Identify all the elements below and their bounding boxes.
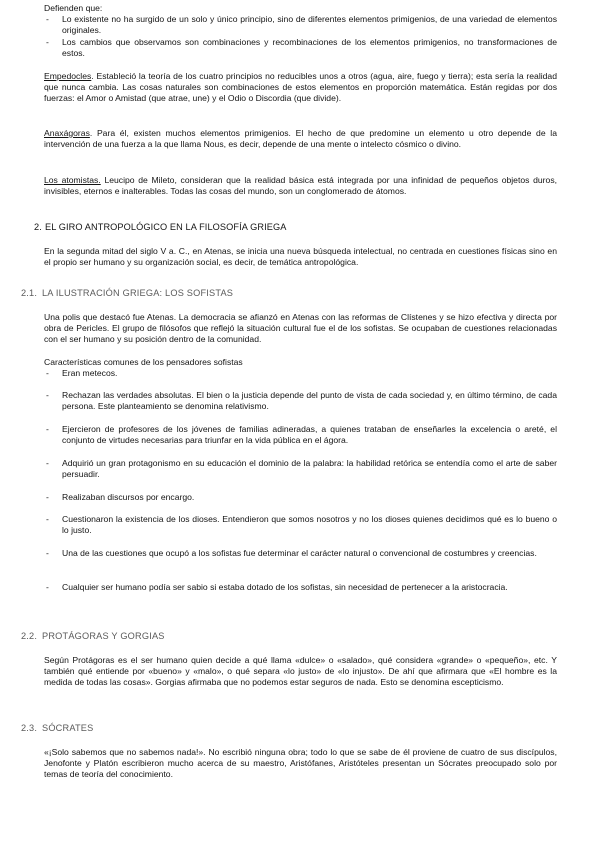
section-number: 2.1. [21, 288, 38, 298]
section-2-1-paragraph: Una polis que destacó fue Atenas. La democracia se afianzó en Atenas con las reformas de Clístenes y se hizo efectiva y directa por obra de Pericles. El grupo de filósofos que reflejó la situación cultural fue el de los sofistas. Se ocupaban de cuestiones relacionadas con el ser humano y su posición dentro de la comunidad. [44, 312, 557, 344]
bullet-dash: - [46, 368, 49, 378]
atomistas-paragraph [44, 175, 557, 197]
list-item [44, 514, 557, 536]
section-number: 2. [34, 222, 42, 232]
bullet-dash: - [46, 424, 49, 434]
section-2-paragraph: En la segunda mitad del siglo V a. C., en Atenas, se inicia una nueva búsqueda intelectual, no centrada en cuestiones físicas sino en el propio ser humano y su organización social, es decir, de temática antropológica. [44, 246, 557, 267]
section-2-3-paragraph: «¡Solo sabemos que no sabemos nada!». No escribió ninguna obra; todo lo que se sabe de él proviene de cuatro de sus discípulos, Jenofonte y Platón escribieron mucho acerca de su maestro, Aristófanes, Aristóteles presentan un Sócrates preocupado solo por temas de teoría del conocimiento. [44, 747, 557, 779]
bullet-dash: - [46, 458, 49, 468]
list-item [44, 37, 557, 59]
bullet-text: Ejercieron de profesores de los jóvenes de familias adineradas, a quienes trataban de enseñarles la excelencia o areté, el conjunto de virtudes necesarias para triunfar en la vida pública en el ágora. [62, 424, 557, 445]
empedocles-paragraph [44, 71, 557, 104]
section-number: 2.3. [21, 723, 38, 733]
bullet-text: Cualquier ser humano podía ser sabio si estaba dotado de los sofistas, sin necesidad de pertenecer a la aristocracia. [62, 582, 508, 592]
bullet-text: Eran metecos. [62, 368, 118, 378]
section-title: EL GIRO ANTROPOLÓGICO EN LA FILOSOFÍA GRIEGA [45, 222, 287, 232]
atomistas-name: Los atomistas. [44, 175, 101, 185]
list-item [44, 582, 557, 593]
list-item [44, 458, 557, 480]
section-2-1-heading [21, 288, 233, 299]
bullet-dash: - [46, 514, 49, 524]
list-item [44, 492, 557, 503]
bullet-text: Realizaban discursos por encargo. [62, 492, 195, 502]
list-item [44, 548, 557, 559]
section-title: PROTÁGORAS Y GORGIAS [42, 631, 165, 641]
sofistas-list-lead: Características comunes de los pensadores sofistas [44, 357, 243, 367]
bullet-text: Una de las cuestiones que ocupó a los sofistas fue determinar el carácter natural o convencional de costumbres y creencias. [62, 548, 537, 558]
bullet-dash: - [46, 14, 49, 24]
section-2-2-heading [21, 631, 165, 642]
anaxagoras-text: . Para él, existen muchos elementos primigenios. El hecho de que predomine un elemento u otro depende de la intervención de una fuerza a la que llama Nous, es decir, depende de una mente o intelecto cósmico o divino. [44, 128, 557, 149]
anaxagoras-name: Anaxágoras [44, 128, 90, 138]
list-item [44, 390, 557, 412]
empedocles-name: Empedocles [44, 71, 92, 81]
section-title: SÓCRATES [42, 723, 94, 733]
bullet-text: Cuestionaron la existencia de los dioses. Entendieron que somos nosotros y no los dioses quienes decidimos qué es lo bueno o lo justo. [62, 514, 557, 535]
bullet-text: Lo existente no ha surgido de un solo y único principio, sino de diferentes elementos primigenios, de una variedad de elementos originales. [62, 14, 557, 35]
bullet-dash: - [46, 492, 49, 502]
section-2-3-heading [21, 723, 93, 734]
empedocles-text: . Estableció la teoría de los cuatro principios no reducibles unos a otros (agua, aire, fuego y tierra); esta sería la realidad que nunca cambia. Las cosas naturales son combinaciones de estos elementos en proporción matemática. Están regidas por dos fuerzas: el Amor o Amistad (que atrae, une) y el Odio o Discordia (que divide). [44, 71, 557, 103]
anaxagoras-paragraph [44, 128, 557, 150]
section-2-2-paragraph: Según Protágoras es el ser humano quien decide a qué llama «dulce» o «salado», qué considera «grande» o «pequeño», etc. Y también qué entiende por «bueno» y «malo», o qué separa «lo justo» de «lo injusto». De ahí que afirmara que «El hombre es la medida de todas las cosas». Gorgias afirmaba que no podemos estar seguros de nada. Esto se denomina escepticismo. [44, 655, 557, 687]
list-item [44, 14, 557, 36]
section-2-heading [34, 222, 286, 233]
list-item [44, 424, 557, 446]
bullet-text: Rechazan las verdades absolutas. El bien o la justicia depende del punto de vista de cada sociedad y, en último término, de cada persona. Este planteamiento se denomina relativismo. [62, 390, 557, 411]
bullet-dash: - [46, 37, 49, 47]
bullet-dash: - [46, 390, 49, 400]
bullet-text: Adquirió un gran protagonismo en su educación el dominio de la palabra: la habilidad retórica se entendía como el arte de saber persuadir. [62, 458, 557, 479]
section-number: 2.2. [21, 631, 38, 641]
bullet-text: Los cambios que observamos son combinaciones y recombinaciones de los elementos primigenios, no transformaciones de estos. [62, 37, 557, 58]
section-title: LA ILUSTRACIÓN GRIEGA: LOS SOFISTAS [42, 288, 234, 298]
bullet-dash: - [46, 548, 49, 558]
list-item [44, 368, 557, 379]
intro-lead: Defienden que: [44, 3, 103, 13]
bullet-dash: - [46, 582, 49, 592]
atomistas-text: Leucipo de Mileto, consideran que la realidad básica está integrada por una infinidad de pequeños objetos duros, invisibles, eternos e inalterables. Todas las cosas del mundo, son un conglomerado de átomos. [44, 175, 558, 196]
